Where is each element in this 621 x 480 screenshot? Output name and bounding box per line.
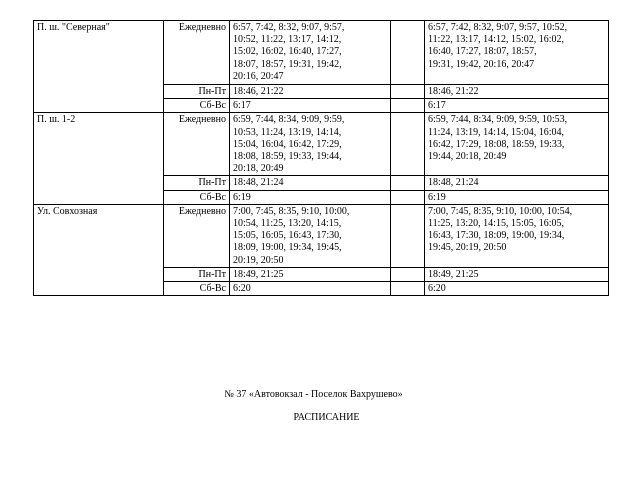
times-direction-1: 6:59, 7:44, 8:34, 9:09, 9:59, 10:53, 11:24, 13:19, 14:14, 15:04, 16:04, 16:42, 17:29, 18:08, 18:59, 19:33, 19:44, 20:18, 20:49 <box>230 113 391 176</box>
times-direction-2: 6:59, 7:44, 8:34, 9:09, 9:59, 10:53, 11:24, 13:19, 14:14, 15:04, 16:04, 16:42, 17:29, 18:08, 18:59, 19:33, 19:44, 20:18, 20:49 <box>425 113 609 176</box>
day-type: Ежедневно <box>164 204 230 267</box>
day-type: Пн-Пт <box>164 176 230 190</box>
day-type: Пн-Пт <box>164 267 230 281</box>
empty-cell <box>391 85 425 99</box>
empty-cell <box>391 204 425 267</box>
times-direction-1: 18:46, 21:22 <box>230 85 391 99</box>
empty-cell <box>391 267 425 281</box>
day-type: Пн-Пт <box>164 85 230 99</box>
route-title-text: № 37 «Автовокзал - Поселок Вахрушево» <box>224 389 403 400</box>
day-type: Ежедневно <box>164 21 230 85</box>
day-type: Сб-Вс <box>164 190 230 204</box>
times-direction-1: 6:20 <box>230 282 391 296</box>
schedule-heading-text: РАСПИСАНИЕ <box>293 412 360 423</box>
route-title <box>0 389 621 400</box>
empty-cell <box>391 99 425 113</box>
times-direction-1: 7:00, 7:45, 8:35, 9:10, 10:00, 10:54, 11:25, 13:20, 14:15, 15:05, 16:05, 16:43, 17:30, 18:09, 19:00, 19:34, 19:45, 20:19, 20:50 <box>230 204 391 267</box>
times-direction-2: 18:49, 21:25 <box>425 267 609 281</box>
times-direction-2: 6:57, 7:42, 8:32, 9:07, 9:57, 10:52, 11:22, 13:17, 14:12, 15:02, 16:02, 16:40, 17:27, 18:07, 18:57, 19:31, 19:42, 20:16, 20:47 <box>425 21 609 85</box>
day-type: Сб-Вс <box>164 99 230 113</box>
times-direction-1: 18:49, 21:25 <box>230 267 391 281</box>
schedule-table <box>33 20 609 296</box>
times-direction-2: 7:00, 7:45, 8:35, 9:10, 10:00, 10:54, 11:25, 13:20, 14:15, 15:05, 16:05, 16:43, 17:30, 18:09, 19:00, 19:34, 19:45, 20:19, 20:50 <box>425 204 609 267</box>
stop-name: П. ш. "Северная" <box>34 21 164 113</box>
schedule-heading <box>0 412 621 423</box>
stop-name: П. ш. 1-2 <box>34 113 164 204</box>
schedule-row <box>34 21 609 85</box>
empty-cell <box>391 21 425 85</box>
stop-name: Ул. Совхозная <box>34 204 164 295</box>
times-direction-2: 6:20 <box>425 282 609 296</box>
times-direction-2: 6:17 <box>425 99 609 113</box>
times-direction-2: 6:19 <box>425 190 609 204</box>
times-direction-1: 6:19 <box>230 190 391 204</box>
schedule-row <box>34 113 609 176</box>
times-direction-2: 18:48, 21:24 <box>425 176 609 190</box>
empty-cell <box>391 113 425 176</box>
empty-cell <box>391 282 425 296</box>
day-type: Сб-Вс <box>164 282 230 296</box>
times-direction-1: 6:17 <box>230 99 391 113</box>
schedule-row <box>34 204 609 267</box>
times-direction-2: 18:46, 21:22 <box>425 85 609 99</box>
day-type: Ежедневно <box>164 113 230 176</box>
times-direction-1: 18:48, 21:24 <box>230 176 391 190</box>
times-direction-1: 6:57, 7:42, 8:32, 9:07, 9:57, 10:52, 11:22, 13:17, 14:12, 15:02, 16:02, 16:40, 17:27, 18:07, 18:57, 19:31, 19:42, 20:16, 20:47 <box>230 21 391 85</box>
empty-cell <box>391 190 425 204</box>
empty-cell <box>391 176 425 190</box>
